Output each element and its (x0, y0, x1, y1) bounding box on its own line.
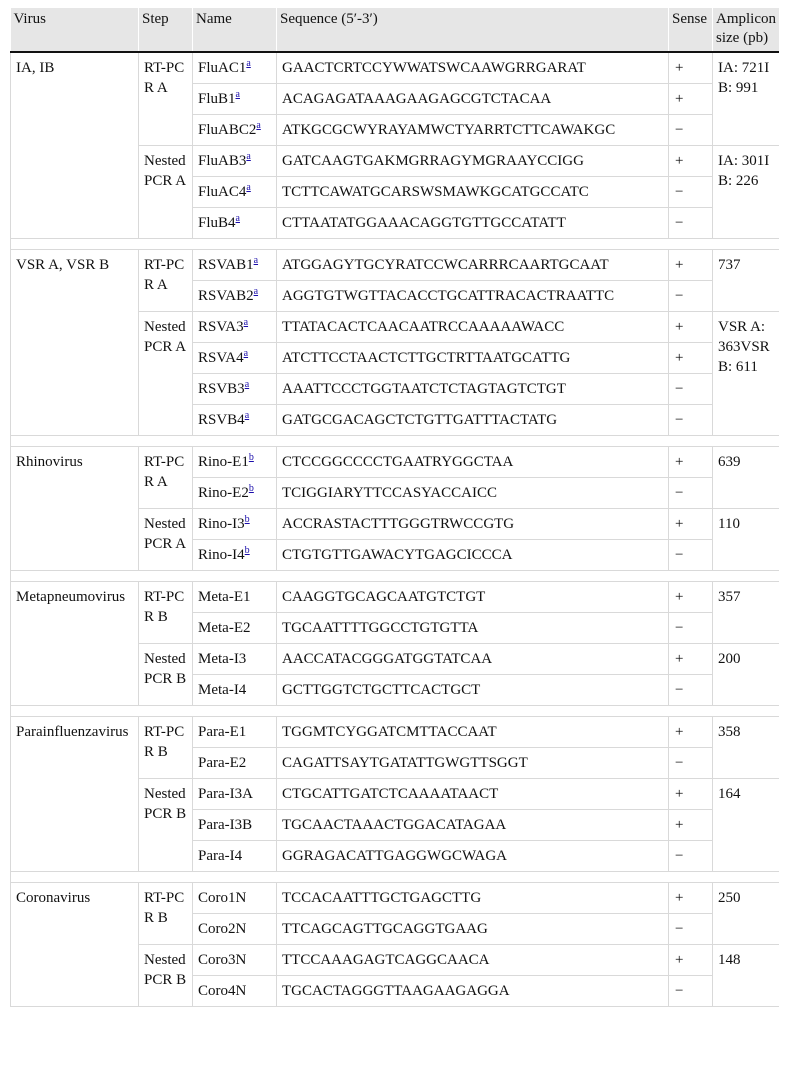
virus-cell: Parainfluenzavirus (11, 717, 139, 872)
footnote-link[interactable]: b (244, 514, 250, 525)
step-cell: Nested PCR A (139, 509, 193, 571)
sense-cell: + (669, 945, 713, 976)
primer-table-container (10, 8, 779, 1068)
primer-name-cell (193, 281, 277, 312)
primer-name-cell (193, 343, 277, 374)
footnote-link[interactable]: a (235, 213, 240, 224)
primer-name: Meta-I4 (198, 682, 247, 698)
sequence-cell: CAGATTSAYTGATATTGWGTTSGGT (277, 748, 669, 779)
amplicon-size-cell: 164 (713, 779, 780, 872)
group-spacer-row (11, 706, 780, 717)
table-row (11, 717, 780, 748)
sense-cell: − (669, 540, 713, 571)
virus-cell: Metapneumovirus (11, 582, 139, 706)
primer-name-cell (193, 914, 277, 945)
sequence-cell: AGGTGTWGTTACACCTGCATTRACACTRAATTC (277, 281, 669, 312)
primer-name-cell (193, 945, 277, 976)
sequence-cell: TCCACAATTTGCTGAGCTTG (277, 883, 669, 914)
primer-name-cell (193, 748, 277, 779)
primer-name-cell (193, 250, 277, 281)
header-amplicon-size: Amplicon size (pb) (713, 8, 780, 52)
sequence-cell: ACCRASTACTTTGGGTRWCCGTG (277, 509, 669, 540)
amplicon-size-cell: 148 (713, 945, 780, 1007)
header-name: Name (193, 8, 277, 52)
table-body (11, 52, 780, 1007)
table-row (11, 447, 780, 478)
amplicon-size-cell: 358 (713, 717, 780, 779)
header-row (11, 8, 780, 52)
primer-name: FluB1 (198, 91, 236, 107)
sequence-cell: CTCCGGCCCCTGAATRYGGCTAA (277, 447, 669, 478)
primer-name: Para-E1 (198, 724, 247, 740)
sense-cell: + (669, 779, 713, 810)
footnote-link[interactable]: b (248, 483, 254, 494)
sequence-cell: CTGCATTGATCTCAAAATAACT (277, 779, 669, 810)
sequence-cell: TTCCAAAGAGTCAGGCAACA (277, 945, 669, 976)
primer-name-cell (193, 810, 277, 841)
header-virus: Virus (11, 8, 139, 52)
primer-name: RSVAB2 (198, 288, 254, 304)
sequence-cell: TGGMTCYGGATCMTTACCAAT (277, 717, 669, 748)
footnote-link[interactable]: a (253, 286, 259, 297)
sense-cell: − (669, 914, 713, 945)
footnote-marker (254, 283, 258, 297)
primer-name-cell (193, 84, 277, 115)
sense-cell: − (669, 208, 713, 239)
sense-cell: + (669, 810, 713, 841)
primer-name: FluAC4 (198, 184, 247, 200)
sequence-cell: TGCAATTTTGGCCTGTGTTA (277, 613, 669, 644)
primer-name-cell (193, 208, 277, 239)
sense-cell: + (669, 883, 713, 914)
primer-name: Meta-E1 (198, 589, 251, 605)
primer-name: Rino-I3 (198, 516, 245, 532)
footnote-marker (249, 449, 254, 463)
footnote-link[interactable]: b (248, 452, 254, 463)
sequence-cell: TCIGGIARYTTCCASYACCAICC (277, 478, 669, 509)
sense-cell: − (669, 478, 713, 509)
header-sequence: Sequence (5′-3′) (277, 8, 669, 52)
sense-cell: + (669, 343, 713, 374)
sense-cell: − (669, 374, 713, 405)
primer-name: RSVA4 (198, 350, 244, 366)
primer-name: Coro4N (198, 983, 247, 999)
sense-cell: + (669, 509, 713, 540)
footnote-marker (244, 314, 248, 328)
group-spacer-row (11, 436, 780, 447)
primer-name: Coro2N (198, 921, 247, 937)
primer-name: RSVA3 (198, 319, 244, 335)
primer-name-cell (193, 540, 277, 571)
sequence-cell: CAAGGTGCAGCAATGTCTGT (277, 582, 669, 613)
sense-cell: + (669, 146, 713, 177)
primer-name-cell (193, 405, 277, 436)
primer-name-cell (193, 374, 277, 405)
primer-name-cell (193, 779, 277, 810)
sequence-cell: GATGCGACAGCTCTGTTGATTTACTATG (277, 405, 669, 436)
sequence-cell: ATGGAGYTGCYRATCCWCARRRCAARTGCAAT (277, 250, 669, 281)
footnote-link[interactable]: a (246, 151, 251, 162)
primer-name-cell (193, 509, 277, 540)
primer-name-cell (193, 146, 277, 177)
sequence-cell: ATKGCGCWYRAYAMWCTYARRTCTTCAWAKGC (277, 115, 669, 146)
primer-name: FluABC2 (198, 122, 257, 138)
footnote-link[interactable]: b (244, 545, 250, 556)
primer-name-cell (193, 115, 277, 146)
step-cell: RT-PCR A (139, 52, 193, 146)
header-step: Step (139, 8, 193, 52)
amplicon-size-cell: 737 (713, 250, 780, 312)
amplicon-size-cell: VSR A: 363VSR B: 611 (713, 312, 780, 436)
group-spacer-row (11, 239, 780, 250)
primer-name: Rino-E2 (198, 485, 249, 501)
footnote-marker (246, 55, 250, 69)
footnote-marker (256, 117, 260, 131)
sequence-cell: TCTTCAWATGCARSWSMAWKGCATGCCATC (277, 177, 669, 208)
footnote-marker (249, 480, 254, 494)
step-cell: Nested PCR B (139, 644, 193, 706)
footnote-link[interactable]: a (244, 379, 250, 390)
sense-cell: + (669, 84, 713, 115)
step-cell: Nested PCR A (139, 312, 193, 436)
sense-cell: − (669, 613, 713, 644)
footnote-link[interactable]: a (235, 89, 240, 100)
sequence-cell: GAACTCRTCCYWWATSWCAAWGRRGARAT (277, 52, 669, 84)
primer-name-cell (193, 582, 277, 613)
footnote-marker (245, 407, 249, 421)
sense-cell: − (669, 177, 713, 208)
sequence-cell: ACAGAGATAAAGAAGAGCGTCTACAA (277, 84, 669, 115)
primer-table (10, 8, 779, 1007)
amplicon-size-cell: IA: 721IB: 991 (713, 52, 780, 146)
step-cell: Nested PCR B (139, 779, 193, 872)
group-spacer-row (11, 872, 780, 883)
footnote-link[interactable]: a (244, 410, 250, 421)
amplicon-size-cell: IA: 301IB: 226 (713, 146, 780, 239)
primer-name: RSVAB1 (198, 257, 254, 273)
primer-name-cell (193, 52, 277, 84)
sequence-cell: ATCTTCCTAACTCTTGCTRTTAATGCATTG (277, 343, 669, 374)
table-row (11, 582, 780, 613)
footnote-marker (246, 179, 250, 193)
step-cell: RT-PCR A (139, 447, 193, 509)
footnote-marker (245, 511, 250, 525)
sequence-cell: AAATTCCCTGGTAATCTCTAGTAGTCTGT (277, 374, 669, 405)
virus-cell: VSR A, VSR B (11, 250, 139, 436)
sense-cell: − (669, 841, 713, 872)
group-spacer-row (11, 571, 780, 582)
footnote-link[interactable]: a (253, 255, 259, 266)
primer-name-cell (193, 613, 277, 644)
sequence-cell: TTATACACTCAACAATRCCAAAAAWACC (277, 312, 669, 343)
primer-name: Para-I3A (198, 786, 253, 802)
sense-cell: + (669, 250, 713, 281)
amplicon-size-cell: 357 (713, 582, 780, 644)
sense-cell: + (669, 52, 713, 84)
footnote-marker (236, 210, 240, 224)
footnote-marker (246, 148, 250, 162)
step-cell: RT-PCR B (139, 582, 193, 644)
step-cell: RT-PCR A (139, 250, 193, 312)
sense-cell: − (669, 748, 713, 779)
primer-name: Para-I3B (198, 817, 253, 833)
group-spacer (11, 872, 780, 883)
primer-name: Coro3N (198, 952, 247, 968)
sequence-cell: GCTTGGTCTGCTTCACTGCT (277, 675, 669, 706)
primer-name-cell (193, 447, 277, 478)
virus-cell: Rhinovirus (11, 447, 139, 571)
footnote-link[interactable]: a (256, 120, 261, 131)
group-spacer (11, 436, 780, 447)
sense-cell: + (669, 717, 713, 748)
primer-name-cell (193, 312, 277, 343)
footnote-link[interactable]: a (243, 317, 249, 328)
primer-name: Rino-I4 (198, 547, 245, 563)
sequence-cell: TGCACTAGGGTTAAGAAGAGGA (277, 976, 669, 1007)
group-spacer (11, 706, 780, 717)
step-cell: RT-PCR B (139, 717, 193, 779)
sense-cell: + (669, 582, 713, 613)
primer-name: RSVB3 (198, 381, 245, 397)
table-row (11, 250, 780, 281)
primer-name-cell (193, 883, 277, 914)
sequence-cell: GGRAGACATTGAGGWGCWAGA (277, 841, 669, 872)
primer-name-cell (193, 717, 277, 748)
amplicon-size-cell: 250 (713, 883, 780, 945)
footnote-link[interactable]: a (243, 348, 249, 359)
sense-cell: − (669, 281, 713, 312)
primer-name: RSVB4 (198, 412, 245, 428)
primer-name: FluB4 (198, 215, 236, 231)
primer-name: Para-I4 (198, 848, 243, 864)
group-spacer (11, 239, 780, 250)
sequence-cell: GATCAAGTGAKMGRRAGYMGRAAYCCIGG (277, 146, 669, 177)
amplicon-size-cell: 639 (713, 447, 780, 509)
virus-cell: IA, IB (11, 52, 139, 239)
footnote-link[interactable]: a (246, 58, 251, 69)
group-spacer (11, 571, 780, 582)
primer-name: Rino-E1 (198, 454, 249, 470)
table-row (11, 52, 780, 84)
sense-cell: − (669, 115, 713, 146)
primer-name-cell (193, 478, 277, 509)
sense-cell: + (669, 447, 713, 478)
primer-name-cell (193, 177, 277, 208)
primer-name: Meta-E2 (198, 620, 251, 636)
primer-name: Coro1N (198, 890, 247, 906)
primer-name-cell (193, 841, 277, 872)
sense-cell: − (669, 976, 713, 1007)
primer-name: Para-E2 (198, 755, 247, 771)
step-cell: Nested PCR B (139, 945, 193, 1007)
step-cell: RT-PCR B (139, 883, 193, 945)
primer-name-cell (193, 675, 277, 706)
virus-cell: Coronavirus (11, 883, 139, 1007)
step-cell: Nested PCR A (139, 146, 193, 239)
sequence-cell: TTCAGCAGTTGCAGGTGAAG (277, 914, 669, 945)
footnote-marker (244, 345, 248, 359)
primer-name: FluAB3 (198, 153, 247, 169)
primer-name: FluAC1 (198, 60, 247, 76)
table-row (11, 883, 780, 914)
amplicon-size-cell: 110 (713, 509, 780, 571)
footnote-marker (254, 252, 258, 266)
primer-name-cell (193, 644, 277, 675)
sense-cell: − (669, 405, 713, 436)
sequence-cell: AACCATACGGGATGGTATCAA (277, 644, 669, 675)
sense-cell: − (669, 675, 713, 706)
footnote-marker (245, 376, 249, 390)
footnote-link[interactable]: a (246, 182, 251, 193)
sense-cell: + (669, 312, 713, 343)
primer-name: Meta-I3 (198, 651, 247, 667)
sense-cell: + (669, 644, 713, 675)
sequence-cell: TGCAACTAAACTGGACATAGAA (277, 810, 669, 841)
primer-name-cell (193, 976, 277, 1007)
sequence-cell: CTTAATATGGAAACAGGTGTTGCCATATT (277, 208, 669, 239)
header-sense: Sense (669, 8, 713, 52)
footnote-marker (245, 542, 250, 556)
sequence-cell: CTGTGTTGAWACYTGAGCICCCA (277, 540, 669, 571)
amplicon-size-cell: 200 (713, 644, 780, 706)
footnote-marker (236, 86, 240, 100)
